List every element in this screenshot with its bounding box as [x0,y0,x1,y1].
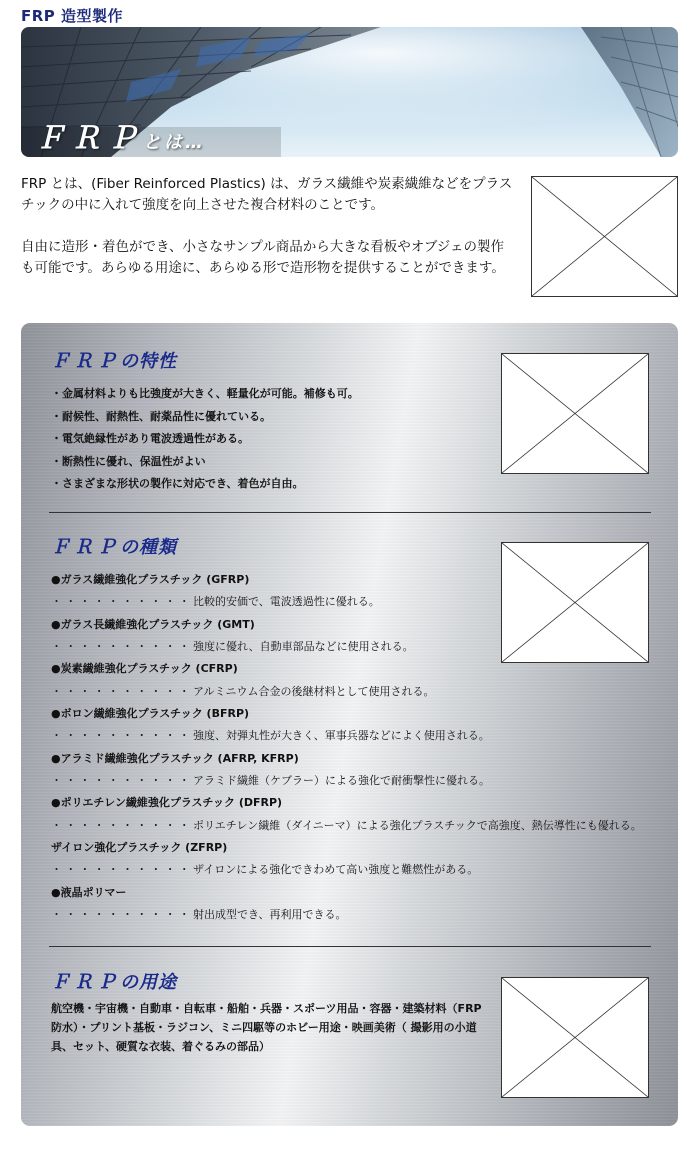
leader-dots: ・・・・・・・・・・ [51,774,193,788]
list-item: ・ さまざまな形状の製作に対応でき、着色が自由。 [51,473,359,496]
leader-dots: ・・・・・・・・・・ [51,908,193,922]
characteristics-list [51,383,359,496]
hero-title [35,113,206,157]
types-image-placeholder [501,542,649,663]
characteristics-title [51,346,177,373]
type-name: ザイロン強化プラスチック (ZFRP) [51,841,228,855]
hero-title-suffix: とは… [143,132,206,153]
characteristics-image-placeholder [501,353,649,474]
uses-text: 航空機・宇宙機・自動車・自転車・船舶・兵器・スポーツ用品・容器・建築材料（FRP防水）・プリント基板・ラジコン、ミニ四駆等のホビー用途・映画美術（ 撮影用の小道具、セット、硬質な衣装、着ぐるみの部品） [51,1002,482,1053]
type-name: ●ガラス長繊維強化プラスチック (GMT) [51,617,255,631]
leader-dots: ・・・・・・・・・・ [51,684,193,698]
intro-paragraph-2: 自由に造形・着色ができ、小さなサンプル商品から大きな看板やオブジェの製作も可能です。あらゆる用途に、あらゆる形で造形物を提供することができます。 [21,239,505,276]
type-name: ●液晶ポリマー [51,885,127,899]
uses-title-suffix: の用途 [120,972,178,993]
type-description: アラミド繊維（ケブラー）による強化で耐衝撃性に優れる。 [193,774,490,788]
type-description-row [51,859,642,881]
frp-info-panel [21,323,678,1126]
type-name: ●アラミド繊維強化プラスチック (AFRP, KFRP) [51,751,299,765]
type-description: 強度に優れ、自動車部品などに使用される。 [193,640,414,654]
type-name: ●ポリエチレン繊維強化プラスチック (DFRP) [51,796,283,810]
section-divider [49,946,651,947]
list-item: ・ 耐候性、耐熱性、耐薬品性に優れている。 [51,406,359,429]
type-name: ●炭素繊維強化プラスチック (CFRP) [51,662,238,676]
types-title [51,532,177,559]
type-description: ポリエチレン繊維（ダイニーマ）による強化プラスチックで高強度、熱伝導性にも優れる。 [193,818,642,832]
leader-dots: ・・・・・・・・・・ [51,818,193,832]
intro-image-placeholder [531,176,678,297]
type-description-row [51,681,642,703]
list-item: ・ 電気絶縁性があり電波透過性がある。 [51,428,359,451]
list-item: ・ 断熱性に優れ、保温性がよい [51,451,359,474]
leader-dots: ・・・・・・・・・・ [51,729,193,743]
intro-text [21,174,516,300]
characteristics-title-frp: ＦＲＰ [51,350,121,372]
type-description-row [51,725,642,747]
type-name: ●ボロン繊維強化プラスチック (BFRP) [51,707,250,721]
type-description: 比較的安価で、電波透過性に優れる。 [193,595,380,609]
uses-image-placeholder [501,977,649,1098]
type-description-row [51,815,642,837]
types-title-frp: ＦＲＰ [51,536,121,558]
leader-dots: ・・・・・・・・・・ [51,863,193,877]
leader-dots: ・・・・・・・・・・ [51,640,193,654]
characteristics-title-suffix: の特性 [120,351,178,372]
section-divider [49,512,651,513]
type-description-row [51,904,642,926]
type-name: ●ガラス繊維強化プラスチック (GFRP) [51,573,250,586]
type-description-row [51,770,642,792]
type-description: 射出成型でき、再利用できる。 [193,908,347,922]
page-title: FRP 造型製作 [21,7,124,25]
types-title-suffix: の種類 [120,537,178,558]
hero-title-frp: ＦＲＰ [35,121,143,156]
list-item: ・ 金属材料よりも比強度が大きく、軽量化が可能。補修も可。 [51,383,359,406]
type-description: 強度、対弾丸性が大きく、軍事兵器などによく使用される。 [193,729,490,743]
hero-banner [21,27,678,157]
leader-dots: ・・・・・・・・・・ [51,595,193,609]
type-description: アルミニウム合金の後継材料として使用される。 [193,684,435,698]
intro-paragraph-1: FRP とは、(Fiber Reinforced Plastics) は、ガラス繊維や炭素繊維などをプラスチックの中に入れて強度を向上させた複合材料のことです。 [21,176,513,213]
uses-title-frp: ＦＲＰ [51,971,121,993]
uses-title [51,967,177,994]
type-description: ザイロンによる強化できわめて高い強度と難燃性がある。 [193,863,479,877]
